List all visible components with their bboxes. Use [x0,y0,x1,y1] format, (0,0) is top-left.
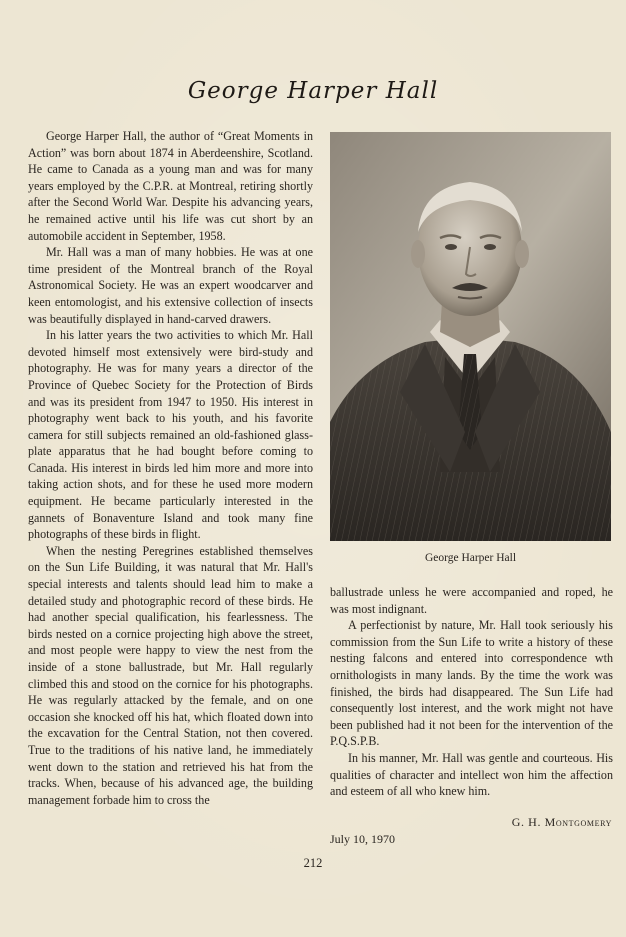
photo-caption: George Harper Hall [424,552,517,564]
paragraph: In his manner, Mr. Hall was gentle and courteous. His qualities of character and intellect won him the affection and esteem of all who knew him. [330,750,613,799]
portrait-photo [330,132,611,541]
date-line: July 10, 1970 [330,832,396,846]
page-title: George Harper Hall [187,78,439,104]
right-text-column [330,584,613,800]
paragraph: A perfectionist by nature, Mr. Hall took seriously his commission from the Sun Life to write a history of these nesting falcons and entered into correspondence wth ornithologists in many lands. By the time the work was finished, the birds had disappeared. The Sun Life had consequently lost interest, and the work might not have been published had it not been for the intervention of the P.Q.S.P.B. [330,618,613,749]
paragraph: Mr. Hall was a man of many hobbies. He was at one time president of the Montreal branch of the Royal Astronomical Society. He was an expert woodcarver and keen entomologist, and his extensive collection of insects was beautifully displayed in hand-carved drawers. [28,245,313,326]
author-signature: G. H. Montgomery [511,815,612,829]
page-number: 212 [303,856,323,870]
paragraph: ballustrade unless he were accompanied and roped, he was most indignant. [330,585,613,616]
paragraph: George Harper Hall, the author of “Great Moments in Action” was born about 1874 in Aberdeenshire, Scotland. He came to Canada as a young man and was for many years employed by the C.P.R. at Montreal, retiring shortly after the Second World War. Despite his advancing years, he remained active until his life was cut short by an automobile accident in September, 1958. [28,129,313,243]
paragraph: When the nesting Peregrines established themselves on the Sun Life Building, it was natural that Mr. Hall's special interests and talents should lead him to make a detailed study and photographic record of these birds. He had another special qualification, his fearlessness. The birds nested on a cornice projecting high above the street, and most people were happy to view the nest from the inside of a stone ballustrade, but Mr. Hall regularly climbed this and stood on the cornice for his photographs. He was regularly attacked by the female, and on one occasion she knocked off his hat, which floated down into the excavation for the Central Station, not then covered. True to the traditions of his native land, he immediately went down to the station and retrieved his hat from the tracks. When, because of his advanced age, the building management forbade him to cross the [28,543,313,807]
paragraph: In his latter years the two activities to which Mr. Hall devoted himself most extensively were bird-study and photography. He was for many years a director of the Province of Quebec Society for the Protection of Birds and was its president from 1947 to 1950. His interest in photography went back to his youth, and his favorite camera for still subjects remained an old-fashioned glassplate apparatus that he had bought before coming to Canada. His interest in birds led him more and more into taking action shots, and for these he used more modern equipment. He became particularly interested in the gannets of Bonaventure Island and took many fine photographs of these birds in flight. [28,328,313,542]
left-text-column [28,128,313,808]
